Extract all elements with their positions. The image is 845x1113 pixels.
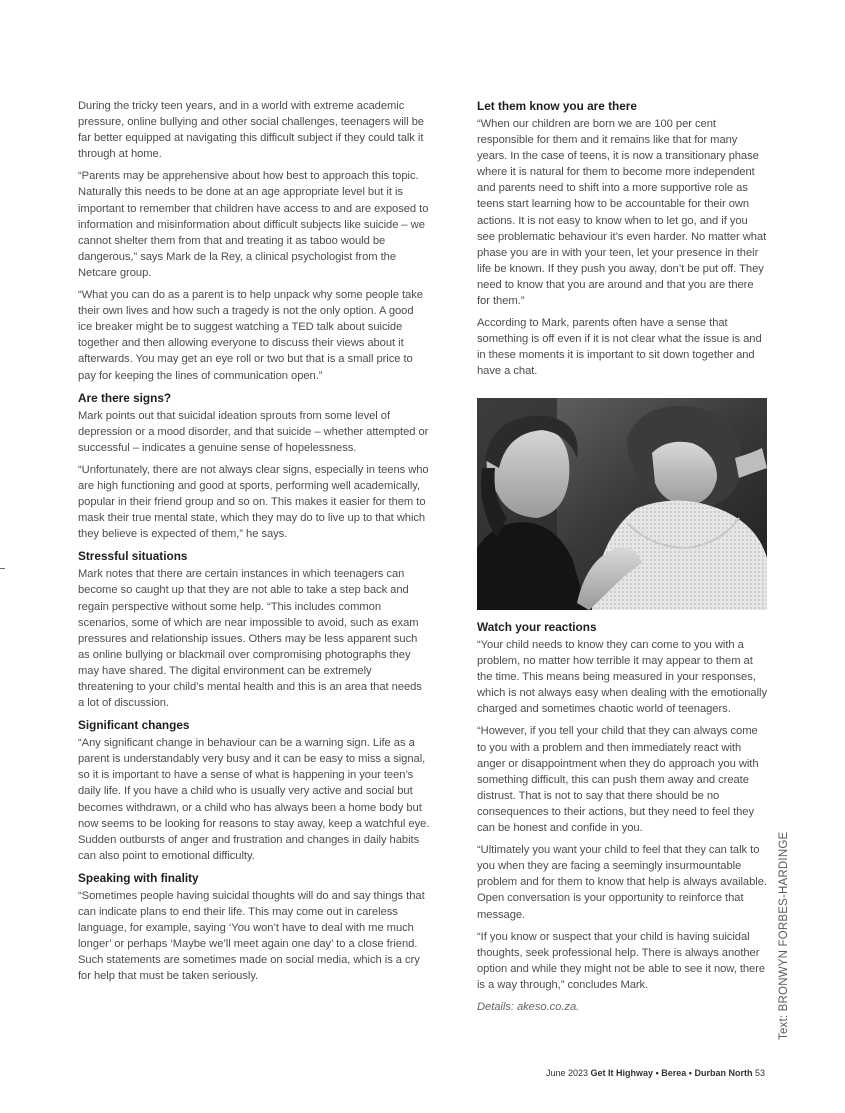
body-paragraph: According to Mark, parents often have a sense that something is off even if it is not clear what the issue is and in these moments it is important to sit down together and have a chat. (477, 317, 762, 378)
body-paragraph: “If you know or suspect that your child is having suicidal thoughts, seek professional help. There is always another option and while they might not be able to see it now, there is a way through,” concludes Mark. (477, 930, 766, 991)
left-column (78, 98, 430, 991)
footer-date: June 2023 (545, 1068, 589, 1078)
body-paragraph: “Parents may be apprehensive about how best to approach this topic. Naturally this needs to be done at an age appropriate level but it is important to remember that children have access to and are exposed to information and misinformation about difficult subjects like suicide – we cannot shelter them from that and treating it as taboo would be dangerous,” says Mark de la Rey, a clinical psychologist from the Netcare group. (78, 170, 429, 279)
crop-mark (0, 568, 5, 569)
page-footer (546, 1068, 765, 1078)
author-credit: Text: BRONWYN FORBES-HARDINGE (778, 831, 790, 1040)
footer-area: Berea (661, 1068, 687, 1078)
body-paragraph: “Your child needs to know they can come to you with a problem, no matter how terrible it may appear to them at the time. This means being measured in your responses, which is not always easy when dealing with the emotionally charged and sometimes chaotic world of teenagers. (477, 639, 767, 716)
page-number: 53 (754, 1068, 765, 1078)
subheading-signs: Are there signs? (78, 390, 172, 405)
subheading-stressful-situations: Stressful situations (78, 549, 188, 564)
footer-separator: • (688, 1068, 692, 1078)
subheading-significant-changes: Significant changes (78, 718, 190, 733)
parent-comforting-teen-photo (477, 398, 767, 610)
body-paragraph: “However, if you tell your child that they can always come to you with a problem and then immediately react with anger or disappointment when they do approach you with something difficult, this can push them away and create distrust. That is not to say that there should be no consequences to their actions, but they need to feel they can be honest and confide in you. (477, 725, 759, 835)
subheading-let-them-know: Let them know you are there (477, 99, 637, 113)
details-link-text: Details: akeso.co.za. (477, 1000, 580, 1013)
footer-area: Durban North (694, 1068, 753, 1078)
body-paragraph: “What you can do as a parent is to help unpack why some people take their own lives and how such a tragedy is not the only option. A good ice breaker might be to suggest watching a TED talk about suicide together and then allowing everyone to discuss their views about it afterwards. You may get an eye roll or two but that is a small price to pay for keeping the lines of communication open.” (78, 289, 423, 382)
footer-separator: • (655, 1068, 659, 1078)
body-paragraph: Mark notes that there are certain instances in which teenagers can become so caught up that they are not able to take a step back and regain perspective without some help. “This includes common scenarios, some of which are near impossible to avoid, such as exam pressures and relationship issues. Others may be less apparent such as online bullying or blackmail over compromising photographs they may have shared. The digital environment can be extremely threatening to your child’s mental health and this is an area that needs a lot of discussion. (78, 568, 422, 710)
intro-paragraph: During the tricky teen years, and in a world with extreme academic pressure, online bullying and other social challenges, teenagers will be far better equipped at navigating this difficult subject if they could talk it through at home. (78, 100, 424, 161)
body-paragraph: “Any significant change in behaviour can be a warning sign. Life as a parent is understandably very busy and it can be easy to miss a signal, so it is important to have a sense of what is happening in your teen’s daily life. If you have a child who is usually very active and social but becomes withdrawn, or a child who has always been a home body but now seems to be looking for reasons to stay away, keep a watchful eye. Sudden outbursts of anger and frustration and changes in daily habits can also point to emotional difficulty. (78, 737, 430, 862)
body-paragraph: “Sometimes people having suicidal thoughts will do and say things that can indicate plans to end their life. This may come out in careless language, for example, saying ‘You won’t have to deal with me much longer’ or perhaps ‘Maybe we’ll meet again one day’ to a close friend. Such statements are sometimes made on social media, which is a cry for help that must be taken seriously. (78, 889, 425, 983)
right-column-top (477, 98, 767, 386)
subheading-speaking-with-finality: Speaking with finality (78, 870, 199, 885)
footer-publication: Get It Highway (590, 1068, 654, 1078)
body-paragraph: “When our children are born we are 100 per cent responsible for them and it remains like that for many years. In the case of teens, it is now a transitionary phase where it is natural for them to become more independent and parents need to shift into a more supportive role as teens start learning how to be accountable for their own actions. It is not easy to know when to let go, and if you see problematic behaviour it’s even harder. No matter what phase you are in with your teen, let your presence in their life be known. If they push you away, don’t be put off. They need to know that you are around and that you are there for them.” (477, 118, 767, 308)
body-paragraph: “Ultimately you want your child to feel that they can talk to you when they are facing a seemingly insurmountable problem and for them to know that help is always available. Open conversation is your opportunity to reinforce that message. (477, 844, 767, 921)
right-column-bottom (477, 619, 767, 1021)
subheading-watch-reactions: Watch your reactions (477, 620, 597, 634)
body-paragraph: Mark points out that suicidal ideation sprouts from some level of depression or a mood disorder, and that suicide – whether attempted or successful – indicates a genuine sense of hopelessness. (78, 409, 429, 454)
body-paragraph: “Unfortunately, there are not always clear signs, especially in teens who are high functioning and good at sports, performing well academically, popular in their friend group and so on. This makes it easier for them to mask their true mental state, which they may do to live up to that which they believe is expected of them,” he says. (78, 463, 429, 541)
